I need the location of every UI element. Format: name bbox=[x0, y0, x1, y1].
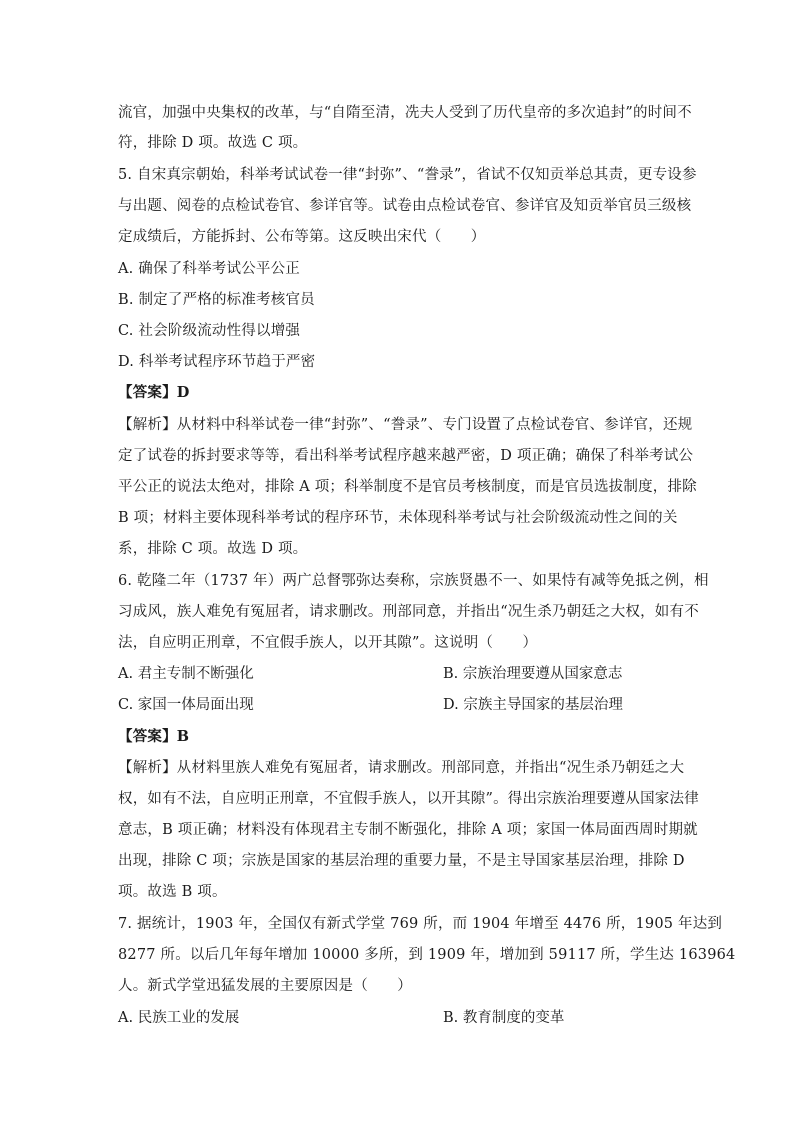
q6-analysis-line: 出现，排除 C 项；宗族是国家的基层治理的重要力量，不是主导国家基层治理，排除 D bbox=[118, 853, 685, 869]
q5-analysis-line: 【解析】从材料中科举试卷一律“封弥”、“誊录”、专门设置了点检试卷官、参详官，还规 bbox=[118, 417, 693, 433]
q4-analysis-line: 符，排除 D 项。故选 C 项。 bbox=[118, 135, 308, 151]
q6-analysis-line: 权，如有不法，自应明正刑章，不宜假手族人，以开其隙”。得出宗族治理要遵从国家法律 bbox=[118, 791, 699, 807]
q6-stem-line: 法，自应明正刑章，不宜假手族人，以开其隙”。这说明（ ） bbox=[118, 635, 538, 651]
q6-option-a: A. 君主专制不断强化 bbox=[118, 666, 254, 682]
q6-option-d: D. 宗族主导国家的基层治理 bbox=[443, 697, 623, 713]
q7-option-b: B. 教育制度的变革 bbox=[443, 1010, 565, 1026]
q6-option-c: C. 家国一体局面出现 bbox=[118, 697, 254, 713]
q5-analysis-line: 定了试卷的拆封要求等等，看出科举考试程序越来越严密，D 项正确；确保了科举考试公 bbox=[118, 448, 694, 464]
q7-option-a: A. 民族工业的发展 bbox=[118, 1010, 240, 1026]
q5-stem-line: 与出题、阅卷的点检试卷官、参详官等。试卷由点检试卷官、参详官及知贡举官员三级核 bbox=[118, 198, 692, 214]
q6-analysis-line: 【解析】从材料里族人难免有冤屈者，请求删改。刑部同意，并指出“况生杀乃朝廷之大 bbox=[118, 760, 685, 776]
q5-analysis-line: B 项；材料主要体现科举考试的程序环节，未体现科举考试与社会阶级流动性之间的关 bbox=[118, 510, 678, 526]
q6-analysis-line: 意志，B 项正确；材料没有体现君主专制不断强化，排除 A 项；家国一体局面西周时期就 bbox=[118, 822, 698, 838]
q5-answer: 【答案】D bbox=[118, 384, 190, 401]
q5-stem-line: 5. 自宋真宗朝始，科举考试试卷一律“封弥”、“誊录”，省试不仅知贡举总其责，更专设参 bbox=[118, 167, 697, 183]
q5-option-c: C. 社会阶级流动性得以增强 bbox=[118, 323, 301, 339]
q5-analysis-line: 系，排除 C 项。故选 D 项。 bbox=[118, 541, 308, 557]
q6-stem-line: 6. 乾隆二年（1737 年）两广总督鄂弥达奏称，宗族贤愚不一、如果恃有减等免抵之例，相 bbox=[118, 573, 709, 589]
q5-analysis-line: 平公正的说法太绝对，排除 A 项；科举制度不是官员考核制度，而是官员选拔制度，排除 bbox=[118, 479, 697, 495]
q5-option-d: D. 科举考试程序环节趋于严密 bbox=[118, 354, 316, 370]
q5-stem-line: 定成绩后，方能拆封、公布等第。这反映出宋代（ ） bbox=[118, 229, 486, 245]
q4-analysis-line: 流官，加强中央集权的改革，与“自隋至清，冼夫人受到了历代皇帝的多次追封”的时间不 bbox=[118, 105, 692, 121]
q5-option-a: A. 确保了科举考试公平公正 bbox=[118, 261, 300, 277]
q7-stem-line: 人。新式学堂迅猛发展的主要原因是（ ） bbox=[118, 978, 412, 994]
q5-option-b: B. 制定了严格的标准考核官员 bbox=[118, 292, 315, 308]
q7-stem-line: 8277 所。以后几年每年增加 10000 多所，到 1909 年，增加到 59117 所，学生达 163964 bbox=[118, 947, 736, 963]
q7-stem-line: 7. 据统计，1903 年，全国仅有新式学堂 769 所，而 1904 年增至 4476 所，1905 年达到 bbox=[118, 916, 723, 932]
q6-answer: 【答案】B bbox=[118, 728, 190, 745]
q6-stem-line: 习成风，族人难免有冤屈者，请求删改。刑部同意，并指出“况生杀乃朝廷之大权，如有不 bbox=[118, 604, 699, 620]
q6-analysis-line: 项。故选 B 项。 bbox=[118, 884, 227, 900]
q6-option-b: B. 宗族治理要遵从国家意志 bbox=[443, 666, 623, 682]
